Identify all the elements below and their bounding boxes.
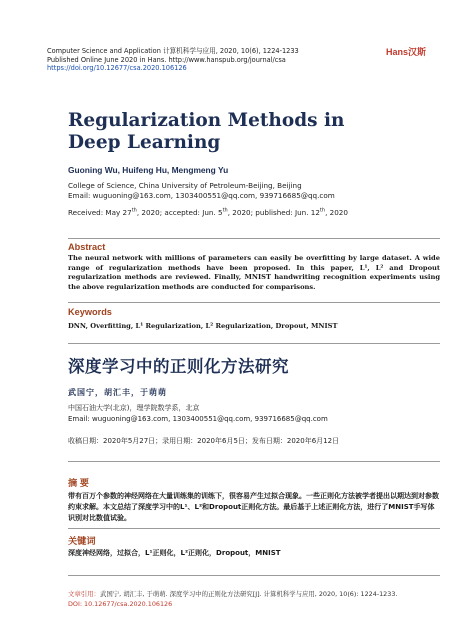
received-date: Received: May 27 <box>68 208 132 217</box>
paper-title-cn: 深度学习中的正则化方法研究 <box>68 357 289 376</box>
citation-label: 文章引用： <box>68 590 100 598</box>
doi-link[interactable]: https://doi.org/10.12677/csa.2020.106126 <box>47 64 187 73</box>
affiliation-line-cn: 中国石油大学(北京)，理学院数学系，北京 <box>68 404 200 412</box>
journal-header <box>47 47 299 73</box>
authors-cn: 武国宁，胡汇丰，于萌萌 <box>68 388 167 397</box>
hans-logo: Hans汉斯 <box>385 47 426 57</box>
citation-text: 武国宁, 胡汇丰, 于萌萌. 深度学习中的正则化方法研究[J]. 计算机科学与应用, 2020, 10(6): 1224-1233. <box>99 590 398 598</box>
received-sup: th <box>131 207 137 214</box>
divider <box>68 575 440 576</box>
accepted-date: , 2020; accepted: Jun. 5 <box>136 208 223 217</box>
affiliation-cn <box>68 403 328 424</box>
divider <box>68 528 440 529</box>
keywords-text: DNN, Overfitting, L¹ Regularization, L² Regularization, Dropout, MNIST <box>68 322 338 330</box>
abstract-heading-cn: 摘 要 <box>68 478 89 488</box>
citation-block <box>68 590 448 610</box>
citation-doi[interactable]: DOI: 10.12677/csa.2020.106126 <box>68 599 173 608</box>
affiliation-en <box>68 181 335 201</box>
published-date: , 2020; published: Jun. 12 <box>227 208 320 217</box>
divider <box>68 343 440 344</box>
authors-en: Guoning Wu, Huifeng Hu, Mengmeng Yu <box>68 165 229 175</box>
abstract-text-cn: 带有百万个参数的神经网络在大量训练集的训练下，很容易产生过拟合现象。一些正则化方法被学者提出以期达到对参数约束求解。本文总结了深度学习中的L¹、L²和Dropout正则化方法。最后基于上述正则化方法，进行了MNIST手写体识别对比数值试验。 <box>68 492 439 522</box>
abstract-heading: Abstract <box>68 242 106 252</box>
dates-cn: 收稿日期：2020年5月27日；录用日期：2020年6月5日；发布日期：2020年6月12日 <box>68 437 340 445</box>
year-end: , 2020 <box>325 208 348 217</box>
divider <box>68 302 440 303</box>
paper-title-en <box>68 110 368 154</box>
affiliation-line: College of Science, China University of Petroleum-Beijing, Beijing <box>68 181 302 190</box>
email-line-cn: Email: wuguoning@163.com, 1303400551@qq.com, 939716685@qq.com <box>68 414 328 423</box>
published-line: Published Online June 2020 in Hans. http://www.hanspub.org/journal/csa <box>47 55 286 64</box>
divider <box>68 461 440 462</box>
title-line-1: Regularization Methods in <box>68 110 345 131</box>
keywords-heading-cn: 关键词 <box>68 536 96 546</box>
keywords-heading: Keywords <box>68 307 112 317</box>
journal-line: Computer Science and Application 计算机科学与应用, 2020, 10(6), 1224-1233 <box>47 47 299 55</box>
email-line: Email: wuguoning@163.com, 1303400551@qq.com, 939716685@qq.com <box>68 191 335 200</box>
accepted-sup: th <box>222 207 228 214</box>
title-line-2: Deep Learning <box>68 132 221 153</box>
published-sup: th <box>319 207 326 214</box>
keywords-text-cn: 深度神经网络，过拟合，L¹正则化，L²正则化，Dropout，MNIST <box>68 549 281 557</box>
divider <box>68 238 440 239</box>
dates-en <box>68 208 348 217</box>
abstract-text: The neural network with millions of parameters can easily be overfitting by large dataset. A wide range of regularization methods have been proposed. In this paper, L¹, L² and Dropout regularization methods are reviewed. Finally, MNIST handwriting recognition experiments using the above regularization methods are conducted for comparisons. <box>68 254 440 291</box>
citation-line <box>68 590 448 600</box>
